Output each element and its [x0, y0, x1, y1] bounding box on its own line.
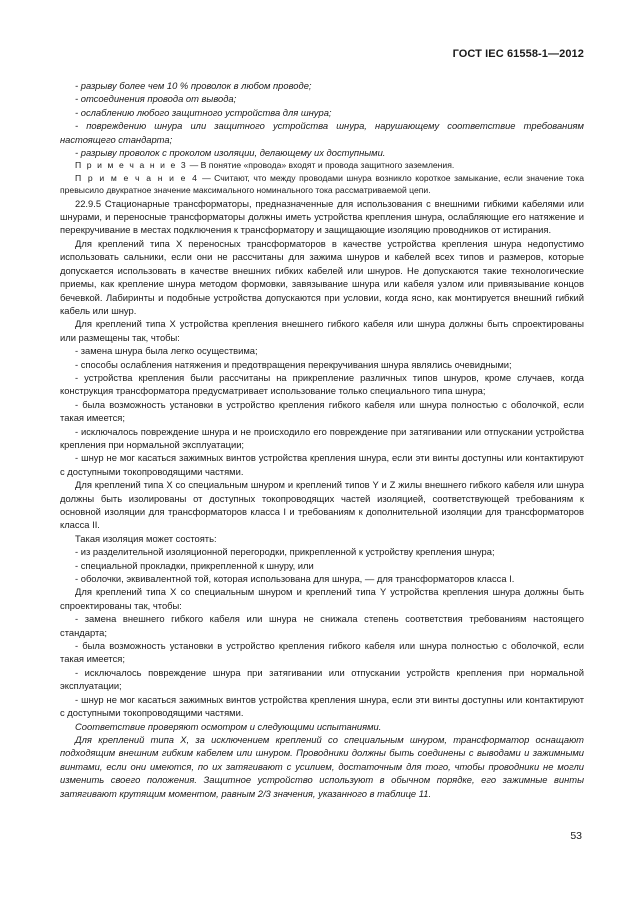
- text-run: для: [145, 506, 169, 517]
- paragraph: [60, 425, 584, 452]
- paragraph: [60, 398, 584, 425]
- text-run: Для: [75, 318, 96, 330]
- term-bold: внешнего гибкого кабеля или шнура: [281, 318, 446, 330]
- text-run: - ослаблению любого защитного устройства для шнура;: [75, 106, 332, 118]
- text-run: 22.9.5: [75, 197, 105, 209]
- text-run: .: [240, 465, 244, 477]
- paragraph: [60, 119, 584, 146]
- text-run: .: [240, 707, 244, 719]
- text-run: - замена: [75, 613, 123, 625]
- paragraph: [60, 693, 584, 720]
- paragraph: [60, 532, 584, 545]
- text-run: со специальным шнуром и: [176, 586, 306, 598]
- paragraph: [60, 612, 584, 639]
- note-paragraph: [60, 172, 584, 197]
- document-body: [60, 79, 584, 800]
- text-run: .: [511, 573, 515, 585]
- term-bold: переносные трансформаторы: [113, 211, 245, 223]
- term-bold: Стационарные трансформаторы: [104, 197, 249, 209]
- note-paragraph: [60, 159, 584, 171]
- text-run: Для: [75, 586, 97, 598]
- text-run: должны быть изолированы от доступных: [60, 492, 262, 504]
- paragraph: [60, 733, 584, 800]
- text-run: со специальным шнуром и: [172, 479, 296, 491]
- term-bold: трансформаторов класса I: [395, 573, 512, 585]
- text-run: - замена шнура была легко осуществима;: [75, 345, 258, 357]
- term-bold: основной изоляции: [60, 506, 146, 517]
- text-run: Такая изоляция может состоять:: [75, 532, 217, 544]
- term-bold: креплений типа Y: [305, 586, 387, 598]
- term-bold: токопроводящими частями: [123, 707, 241, 719]
- text-run: - специальной прокладки, прикрепленной к шнуру, или: [75, 559, 314, 571]
- text-run: и требованиям к: [285, 506, 367, 517]
- paragraph: [60, 545, 584, 558]
- term-bold: шнурами: [60, 211, 100, 223]
- text-run: устройства крепления: [175, 318, 282, 330]
- term-bold: внешнего гибкого кабеля или шнура: [122, 613, 297, 625]
- paragraph: [60, 478, 584, 532]
- text-run: предусматривает использование только специального типа шнура;: [189, 385, 486, 397]
- text-run: или: [90, 304, 112, 316]
- term-bold: креплений типа Х переносных трансформаторов: [98, 237, 326, 249]
- term-bold: токопроводящими частями: [123, 465, 241, 477]
- text-run: - шнур не мог касаться зажимных винтов устройства крепления шнура, если эти винты доступны или контактируют с доступными: [60, 452, 584, 477]
- text-run: , и: [99, 211, 114, 223]
- paragraph: [60, 720, 584, 733]
- text-run: Для: [75, 237, 98, 249]
- term-bold: креплений типа Х: [94, 479, 173, 491]
- term-bold: Z: [389, 479, 396, 491]
- paragraph: [60, 197, 584, 237]
- text-run: . Не допускаются такие технологические приемы, как крепление шнура методом формовки, завязывание шнура или кабеля узлом или привязывание концов бечевкой. Лабиринты и подобные устройства допускаются при условии, когда ясно, как монтируется: [60, 264, 584, 303]
- text-run: Для: [75, 733, 99, 745]
- text-run: - была возможность установки в устройство крепления гибкого кабеля или шнура полностью с оболочкой, если такая имеется;: [60, 398, 584, 424]
- text-run: или: [564, 197, 584, 209]
- text-run: — В понятие «провода» входят и: [187, 160, 326, 171]
- text-run: - повреждению шнура или защитного устройства шнура, нарушающему соответствие требованиям настоящего стандарта;: [60, 120, 584, 145]
- text-run: Соответствие проверяют осмотром и следующими испытаниями.: [75, 720, 382, 732]
- term-bold: креплений типа Х: [96, 586, 177, 598]
- text-run: - отсоединения провода от вывода;: [75, 93, 237, 105]
- term-bold: дополнительной изоляции: [366, 506, 483, 517]
- text-run: изоляцией, соответствующей требованиям к: [370, 492, 584, 504]
- term-bold: токопроводящих частей: [261, 492, 371, 504]
- term-bold: креплений типа Х: [95, 318, 176, 330]
- paragraph: [60, 317, 584, 344]
- text-run: и защищающие изоляцию проводников от истирания.: [314, 224, 552, 236]
- page-number: 53: [570, 830, 582, 842]
- text-run: должны иметь устройства крепления шнура, ослабляющие его натяжение и перекручивание в местах подключения к: [60, 211, 584, 236]
- paragraph: [60, 572, 584, 585]
- paragraph: [60, 106, 584, 119]
- term-bold: шнур: [111, 304, 134, 316]
- term-bold: трансформатору: [240, 224, 315, 236]
- text-run: - была возможность установки в устройство крепления гибкого кабеля или шнура полностью с оболочкой, если такая имеется;: [60, 640, 584, 665]
- text-run: - шнур не мог касаться зажимных винтов устройства крепления шнура, если эти винты доступны или контактируют с доступными: [60, 693, 584, 719]
- term-bold: внешним гибким кабелем: [118, 747, 234, 759]
- term-bold: внешний гибкий кабель: [60, 291, 585, 316]
- paragraph: [60, 237, 584, 317]
- paragraph: [60, 451, 584, 478]
- paragraph: [60, 585, 584, 612]
- term-bold: внешних гибких кабелей или шнуров: [232, 264, 401, 276]
- paragraph: [60, 666, 584, 693]
- paragraph: [60, 146, 584, 159]
- text-run: не снижала степень соответствия требованиям настоящего стандарта;: [60, 613, 584, 638]
- term-bold: шнуром: [255, 747, 291, 759]
- paragraph: [60, 92, 584, 105]
- term-bold: внешнего гибкого кабеля или шнура: [424, 479, 584, 491]
- paragraph: [60, 639, 584, 666]
- text-run: - из разделительной изоляционной перегородки, прикрепленной к устройству крепления шнура;: [75, 546, 495, 558]
- text-run: , за исключением креплений со специальным шнуром, трансформатор оснащают подходящим: [60, 733, 584, 759]
- note-label: П р и м е ч а н и е 3: [75, 160, 188, 171]
- text-run: - разрыву более чем 10 % проволок в любом проводе;: [75, 80, 312, 91]
- term-bold: креплений типа Х: [98, 733, 187, 745]
- text-run: .: [97, 519, 100, 531]
- text-run: и: [378, 479, 390, 491]
- text-run: - устройства крепления были рассчитаны на прикрепление различных типов шнуров, кроме случаев, когда конструкция: [60, 371, 584, 397]
- text-run: - исключалось повреждение шнура и не происходило его повреждение при затягивании или отпускании устройства крепления при нормальной эксплуатации;: [60, 425, 584, 450]
- text-run: для: [482, 506, 506, 517]
- text-run: . Проводники должны быть соединены с выводами и зажимными винтами, если они имеются, по их затягивают с усилием, достаточным для того, чтобы проводники не могли изменить своего положения. Защитное устройство используют в обычном порядке, его зажимные винты затягивают крутящим моментом, равным 2/3 значения, указанного в таблице 11.: [60, 747, 584, 799]
- paragraph: [60, 358, 584, 371]
- term-bold: трансформаторов класса I: [168, 506, 286, 517]
- paragraph: [60, 371, 584, 398]
- text-run: устройства крепления шнура должны быть спроектированы так, чтобы:: [60, 586, 584, 611]
- note-label: П р и м е ч а н и е 4: [75, 172, 199, 183]
- term-bold: внешними гибкими кабелями: [434, 197, 565, 209]
- term-bold: провода защитного заземления: [325, 160, 452, 171]
- text-run: Для: [75, 479, 95, 491]
- text-run: - способы ослабления натяжения и предотвращения перекручивания шнура являлись очевидными;: [75, 358, 512, 370]
- text-run: - оболочки, эквивалентной той, которая использована для шнура, — для: [75, 573, 396, 585]
- text-run: .: [451, 160, 455, 171]
- text-run: в качестве устройства крепления шнура недопустимо использовать сальники, если они не рассчитаны для зажима шнуров и кабелей всех типов и размеров, которые допускается использовать в качестве: [60, 237, 584, 276]
- text-run: - исключалось повреждение шнура при затягивании или отпускании устройств крепления при нормальной эксплуатации;: [60, 666, 584, 692]
- text-run: , предназначенные для использования с: [248, 197, 435, 209]
- text-run: - разрыву проволок с проколом изоляции, делающему их доступными.: [75, 147, 386, 159]
- term-bold: трансформаторов класса II: [60, 506, 585, 531]
- text-run: — Считают, что между проводами шнура возникло короткое замыкание, если значение тока превысило двукратное значение максимального номинального тока рассматриваемой цепи.: [60, 172, 584, 196]
- text-run: жилы: [395, 479, 425, 491]
- term-bold: креплений типов Y: [296, 479, 379, 491]
- paragraph: [60, 79, 584, 92]
- document-code-header: ГОСТ IEC 61558-1—2012: [452, 48, 584, 60]
- term-bold: трансформатора: [115, 385, 190, 397]
- paragraph: [60, 344, 584, 357]
- text-run: должны быть спроектированы или размещены так, чтобы:: [60, 318, 584, 343]
- text-run: или: [233, 747, 256, 759]
- text-run: .: [133, 304, 137, 316]
- paragraph: [60, 559, 584, 572]
